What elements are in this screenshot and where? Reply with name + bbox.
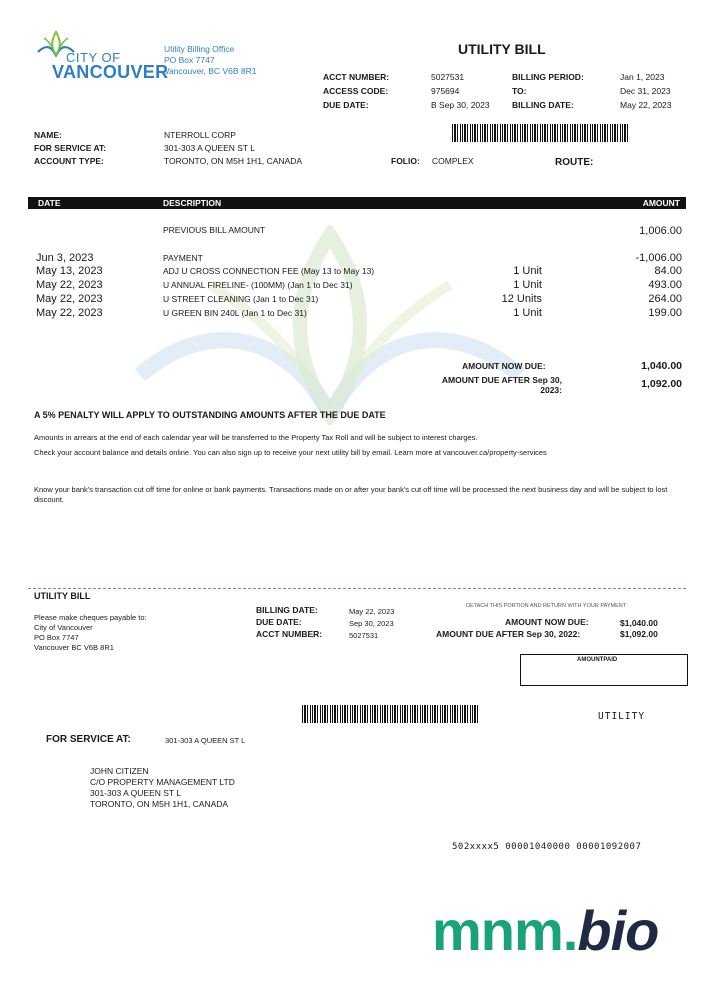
brand-dot: . (562, 899, 578, 962)
amount-paid-box[interactable] (520, 654, 688, 686)
brand-part-1: mnm (432, 899, 563, 962)
to-label: TO: (512, 86, 527, 96)
mail-line-3: 301-303 A QUEEN ST L (90, 788, 182, 798)
office-address (164, 44, 256, 77)
stub-utility-code: UTILITY (598, 711, 646, 722)
office-line-1: Utility Billing Office (164, 44, 235, 54)
mail-line-2: C/O PROPERTY MANAGEMENT LTD (90, 777, 235, 787)
mail-line-1: JOHN CITIZEN (90, 766, 149, 776)
table-header (28, 197, 686, 209)
folio-value: COMPLEX (432, 156, 474, 166)
row-4-qty: 1 Unit (513, 307, 542, 319)
stub-barcode (302, 705, 478, 723)
penalty-notice: A 5% PENALTY WILL APPLY TO OUTSTANDING AMOUNTS AFTER THE DUE DATE (34, 410, 386, 420)
access-code-label: ACCESS CODE: (323, 86, 389, 96)
row-1-description: ADJ U CROSS CONNECTION FEE (May 13 to May 13) (163, 266, 375, 276)
row-4-description: U GREEN BIN 240L (Jan 1 to Dec 31) (163, 308, 307, 318)
row-1-amount: 84.00 (654, 265, 682, 277)
name-value: NTERROLL CORP (164, 130, 236, 140)
account-type-value: TORONTO, ON M5H 1H1, CANADA (164, 156, 303, 166)
stub-amount-due-after-label: AMOUNT DUE AFTER Sep 30, 2022: (436, 629, 581, 639)
billing-period-to: Dec 31, 2023 (620, 86, 671, 96)
detach-line (28, 588, 686, 589)
row-3-date: May 22, 2023 (36, 293, 103, 305)
access-code-value: 975694 (431, 86, 460, 96)
account-type-label: ACCOUNT TYPE: (34, 156, 104, 166)
stub-service-address: 301-303 A QUEEN ST L (165, 736, 246, 745)
previous-bill-amount: 1,006.00 (639, 225, 682, 237)
row-0-amount: -1,006.00 (635, 252, 682, 264)
row-2-description: U ANNUAL FIRELINE- (100MM) (Jan 1 to Dec 31) (163, 280, 353, 290)
office-line-3: Vancouver, BC V6B 8R1 (164, 66, 257, 76)
amount-due-after-value: 1,092.00 (641, 378, 682, 390)
row-2-amount: 493.00 (648, 279, 682, 291)
folio-label: FOLIO: (391, 156, 420, 166)
route-label: ROUTE: (555, 157, 594, 168)
stub-acct-number-label: ACCT NUMBER: (256, 629, 323, 639)
billing-date-label: BILLING DATE: (512, 100, 574, 110)
logo-vancouver: VANCOUVER (52, 62, 169, 82)
scan-line: 502xxxx5 00001040000 00001092007 (452, 842, 642, 852)
stub-payable (34, 613, 147, 653)
mail-line-4: TORONTO, ON M5H 1H1, CANADA (90, 799, 229, 809)
notice-bank: Know your bank's transaction cut off time for online or bank payments. Transactions made on or after your bank's cut off time will be processed the next business day and will be subject to lost discount. (34, 485, 668, 504)
top-barcode (452, 124, 628, 142)
row-1-qty: 1 Unit (513, 265, 542, 277)
stub-billing-date: May 22, 2023 (349, 607, 395, 616)
stub-payable-line4: Vancouver BC V6B 8R1 (34, 643, 114, 652)
billing-period-label: BILLING PERIOD: (512, 72, 584, 82)
notice-arrears: Amounts in arrears at the end of each calendar year will be transferred to the Property Tax Roll and will be subject to interest charges. (34, 433, 478, 442)
amount-due-after-label-line2: 2023: (540, 385, 562, 395)
stub-amount-now-due-label: AMOUNT NOW DUE: (505, 617, 589, 627)
stub-due-date: Sep 30, 2023 (349, 619, 394, 628)
amount-now-due-label: AMOUNT NOW DUE: (462, 361, 546, 371)
row-2-qty: 1 Unit (513, 279, 542, 291)
row-3-description: U STREET CLEANING (Jan 1 to Dec 31) (163, 294, 319, 304)
stub-billing-date-label: BILLING DATE: (256, 605, 318, 615)
stub-amount-now-due: $1,040.00 (620, 618, 658, 628)
stub-payable-line1: Please make cheques payable to: (34, 613, 147, 622)
service-address: 301-303 A QUEEN ST L (164, 143, 256, 153)
row-0-description: PAYMENT (163, 253, 203, 263)
logo-city-of: CITY OF (66, 50, 121, 65)
previous-bill-label: PREVIOUS BILL AMOUNT (163, 225, 266, 235)
row-0-date: Jun 3, 2023 (36, 252, 94, 264)
row-3-qty: 12 Units (501, 293, 542, 305)
row-3-amount: 264.00 (648, 293, 682, 305)
stub-payable-line2: City of Vancouver (34, 623, 93, 632)
service-label: FOR SERVICE AT: (34, 143, 107, 153)
acct-number-label: ACCT NUMBER: (323, 72, 390, 82)
name-label: NAME: (34, 130, 62, 140)
stub-acct-number: 5027531 (349, 631, 379, 640)
row-1-date: May 13, 2023 (36, 265, 103, 277)
col-description: DESCRIPTION (163, 198, 222, 208)
stub-amount-due-after: $1,092.00 (620, 629, 658, 639)
col-amount: AMOUNT (642, 198, 680, 208)
office-line-2: PO Box 7747 (164, 55, 215, 65)
amount-now-due-value: 1,040.00 (641, 360, 682, 372)
detach-note: DETACH THIS PORTION AND RETURN WITH YOUR PAYMENT (466, 603, 627, 609)
watermark-brand (432, 898, 658, 963)
bill-title: UTILITY BILL (458, 41, 546, 57)
due-date-value: B Sep 30, 2023 (431, 100, 490, 110)
stub-service-label: FOR SERVICE AT: (46, 734, 131, 745)
row-4-date: May 22, 2023 (36, 307, 103, 319)
brand-part-2: bio (577, 899, 659, 962)
amount-due-after-label-line1: AMOUNT DUE AFTER Sep 30, (441, 375, 562, 385)
billing-date-value: May 22, 2023 (620, 100, 672, 110)
billing-period-from: Jan 1, 2023 (620, 72, 665, 82)
stub-due-date-label: DUE DATE: (256, 617, 302, 627)
notice-online: Check your account balance and details online. You can also sign up to receive your next utility bill by email. Learn more at vancouver.ca/property-services (34, 448, 547, 457)
row-4-amount: 199.00 (648, 307, 682, 319)
stub-payable-line3: PO Box 7747 (34, 633, 79, 642)
mailing-address (90, 766, 235, 810)
amount-paid-label: AMOUNTPAID (577, 657, 618, 663)
row-2-date: May 22, 2023 (36, 279, 103, 291)
stub-title: UTILITY BILL (34, 591, 91, 601)
amount-due-after-label (420, 375, 562, 395)
col-date: DATE (38, 198, 61, 208)
due-date-label: DUE DATE: (323, 100, 369, 110)
acct-number-value: 5027531 (431, 72, 465, 82)
